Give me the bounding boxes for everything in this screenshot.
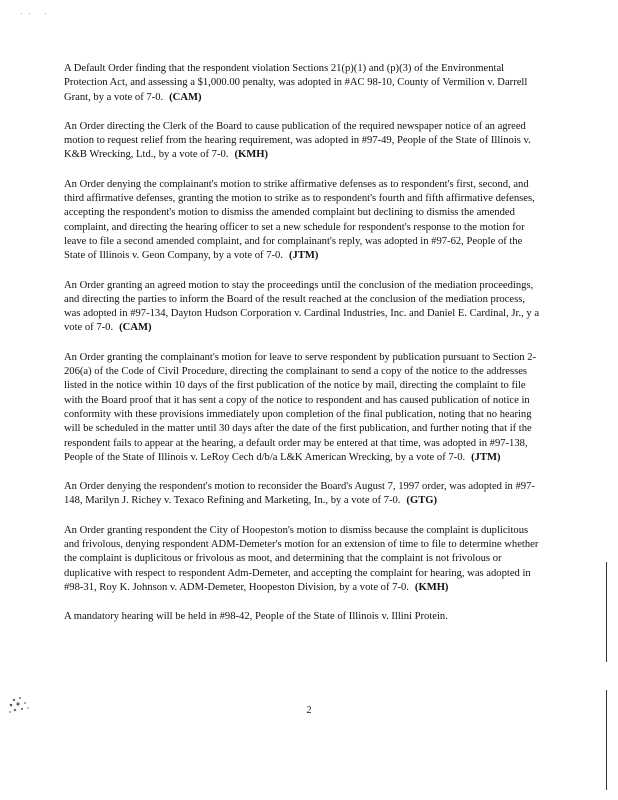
author-initials: (CAM) — [119, 322, 152, 334]
document-body — [64, 62, 542, 625]
order-paragraph-3: An Order denying the complainant's motion to strike affirmative defenses as to respondent's first, second, and third affirmative defenses, granting the motion to strike as to respondent's fourth and fifth affirmative defenses, accepting the respondent's motion to dismiss the amended complaint but declining to dismiss the amended complaint, and directing the hearing officer to set a new schedule for respondent's response to the motion for leave to file a second amended complaint, and for complainant's reply, was adopted in #97-62, People of the State of Illinois v. Geon Company, by a vote of 7-0. (JTM) — [64, 178, 535, 262]
order-paragraph-1: A Default Order finding that the respondent violation Sections 21(p)(1) and (p)(3) of the Environmental Protection Act, and assessing a $1,000.00 penalty, was adopted in #AC 98-10, County of Vermilion v. Darrell Grant, by a vote of 7-0. (CAM) — [64, 63, 528, 103]
mandatory-hearing-line: A mandatory hearing will be held in #98-42, People of the State of Illinois v. Illini Protein. — [64, 611, 448, 623]
author-initials: (KMH) — [234, 149, 268, 161]
order-paragraph-7: An Order granting respondent the City of Hoopeston's motion to dismiss because the complaint is duplicitous and frivolous, denying respondent ADM-Demeter's motion for an extension of time to file to determine whether the complaint is duplicitous or frivolous as moot, and determining that the complaint is not frivolous or duplicative with respect to respondent Adm-Demeter, and accepting the complaint for hearing, was adopted in #98-31, Roy K. Johnson v. ADM-Demeter, Hoopeston Division, by a vote of 7-0. (KMH) — [64, 524, 539, 593]
order-paragraph-5: An Order granting the complainant's motion for leave to serve respondent by publication pursuant to Section 2-206(a) of the Code of Civil Procedure, directing the complainant to send a copy of the notice to the addresses listed in the notice within 10 days of the first publication of the notice by mail, directing the complaint to file with the Board proof that it has sent a copy of the notice to respondent and has caused publication of notice in conformity with these provisions immediately upon completion of the final publication, noting that no hearing will be scheduled in the matter until 30 days after the date of the first publication, and further noting that if the respondent fails to appear at the hearing, a default order may be entered at that time, was adopted in #97-138, People of the State of Illinois v. LeRoy Cech d/b/a L&K American Wrecking, by a vote of 7-0. (JTM) — [64, 351, 537, 463]
order-paragraph-4: An Order granting an agreed motion to stay the proceedings until the conclusion of the mediation proceedings, and directing the parties to inform the Board of the result reached at the conclusion of the mediation process, was adopted in #97-134, Dayton Hudson Corporation v. Cardinal Industries, Inc. and Daniel E. Cardinal, Jr., y a vote of 7-0. (CAM) — [64, 279, 540, 334]
author-initials: (JTM) — [471, 451, 501, 463]
scan-edge-line — [606, 562, 607, 662]
scan-smudge-mark — [6, 694, 34, 716]
page-number: 2 — [306, 705, 312, 716]
author-initials: (CAM) — [169, 91, 202, 103]
author-initials: (JTM) — [289, 250, 319, 262]
order-paragraph-2: An Order directing the Clerk of the Board to cause publication of the required newspaper notice of an agreed motion to request relief from the hearing requirement, was adopted in #97-49, People of the State of Illinois v. K&B Wrecking, Ltd., by a vote of 7-0. (KMH) — [64, 120, 531, 161]
author-initials: (KMH) — [414, 581, 449, 593]
author-initials: (GTG) — [406, 495, 438, 507]
scan-speck-marks: ·· · — [20, 10, 53, 18]
scan-edge-line — [606, 690, 607, 790]
order-paragraph-6: An Order denying the respondent's motion to reconsider the Board's August 7, 1997 order, was adopted in #97-148, Marilyn J. Richey v. Texaco Refining and Marketing, In., by a vote of 7-0. (GTG) — [64, 481, 535, 507]
